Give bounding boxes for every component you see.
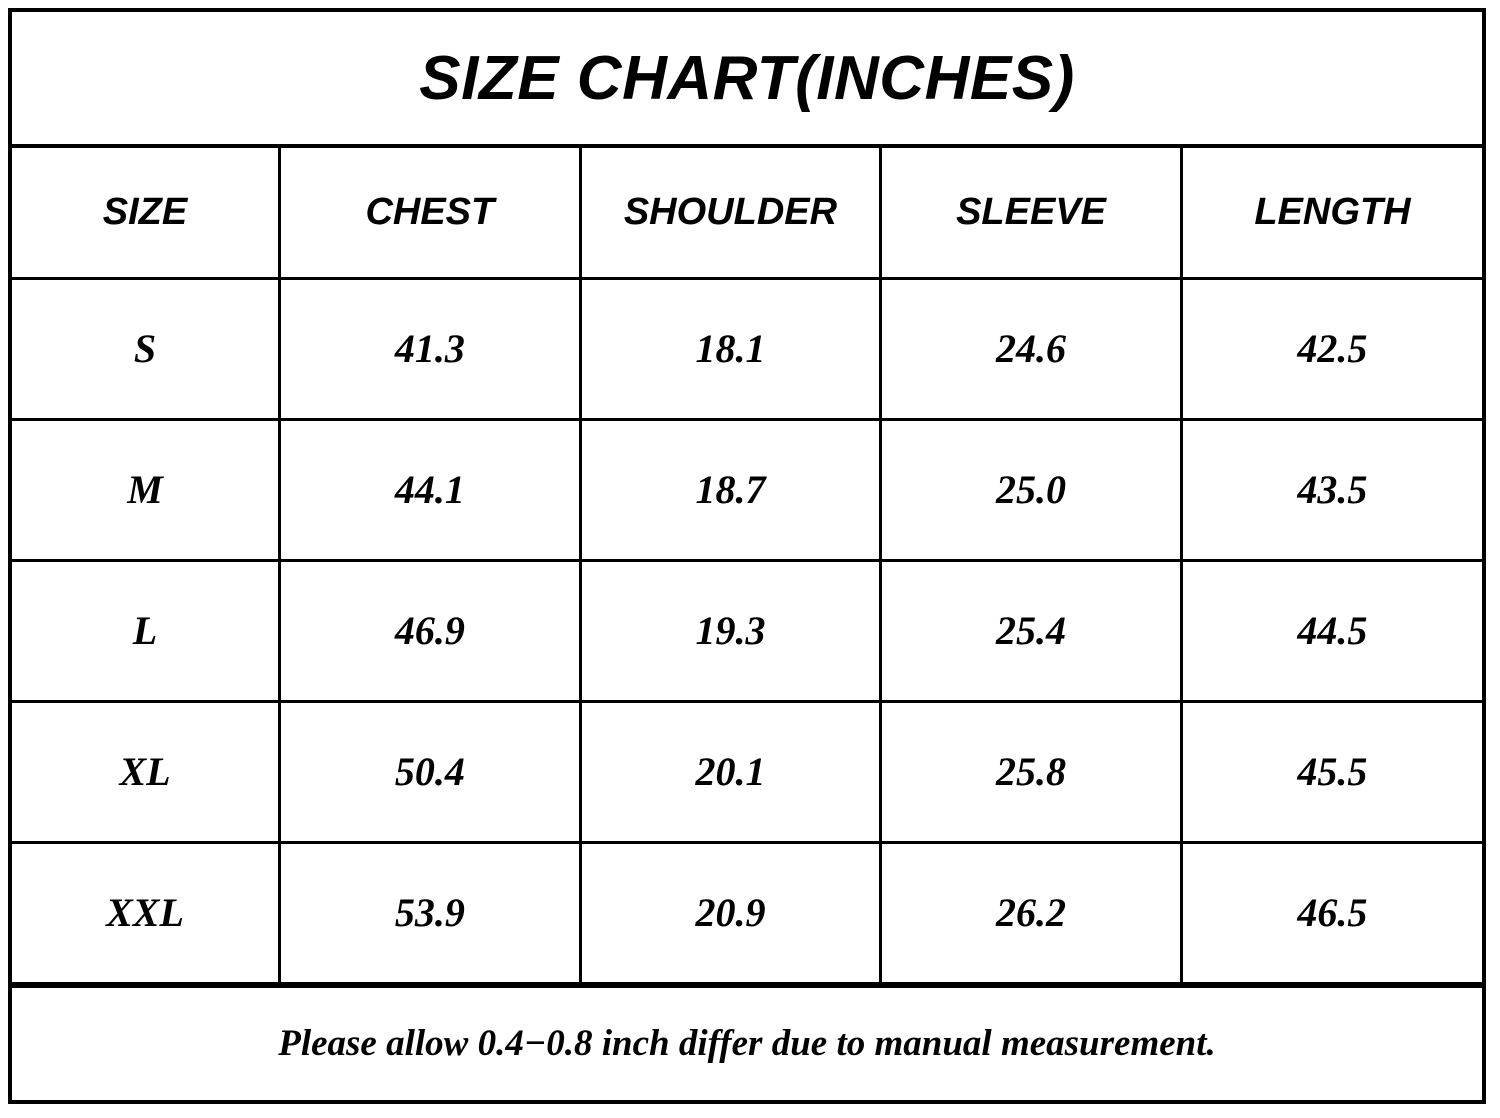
page-title: SIZE CHART(INCHES) [419,43,1075,113]
cell-sleeve: 25.0 [881,419,1182,560]
table-row [12,560,1482,701]
cell-size: M [12,419,280,560]
cell-sleeve: 26.2 [881,842,1182,983]
cell-shoulder: 19.3 [580,560,881,701]
cell-shoulder: 18.1 [580,278,881,419]
table-header-row [12,148,1482,278]
column-header-chest: CHEST [280,148,581,278]
cell-size: S [12,278,280,419]
cell-shoulder: 20.9 [580,842,881,983]
column-header-size: SIZE [12,148,280,278]
cell-size: XL [12,701,280,842]
column-header-sleeve: SLEEVE [881,148,1182,278]
table-row [12,419,1482,560]
cell-size: XXL [12,842,280,983]
cell-chest: 53.9 [280,842,581,983]
size-chart-container [8,8,1486,1104]
measurement-disclaimer: Please allow 0.4−0.8 inch differ due to manual measurement. [278,1023,1216,1065]
cell-chest: 50.4 [280,701,581,842]
cell-length: 44.5 [1181,560,1482,701]
cell-length: 46.5 [1181,842,1482,983]
cell-sleeve: 25.4 [881,560,1182,701]
cell-shoulder: 20.1 [580,701,881,842]
chart-footer-bar [12,985,1482,1101]
column-header-length: LENGTH [1181,148,1482,278]
cell-shoulder: 18.7 [580,419,881,560]
cell-size: L [12,560,280,701]
cell-length: 42.5 [1181,278,1482,419]
cell-chest: 46.9 [280,560,581,701]
cell-chest: 44.1 [280,419,581,560]
table-row [12,842,1482,983]
table-row [12,278,1482,419]
cell-length: 43.5 [1181,419,1482,560]
column-header-shoulder: SHOULDER [580,148,881,278]
cell-sleeve: 24.6 [881,278,1182,419]
cell-length: 45.5 [1181,701,1482,842]
size-chart-table [12,148,1482,985]
cell-chest: 41.3 [280,278,581,419]
chart-title-bar [12,12,1482,148]
table-row [12,701,1482,842]
cell-sleeve: 25.8 [881,701,1182,842]
